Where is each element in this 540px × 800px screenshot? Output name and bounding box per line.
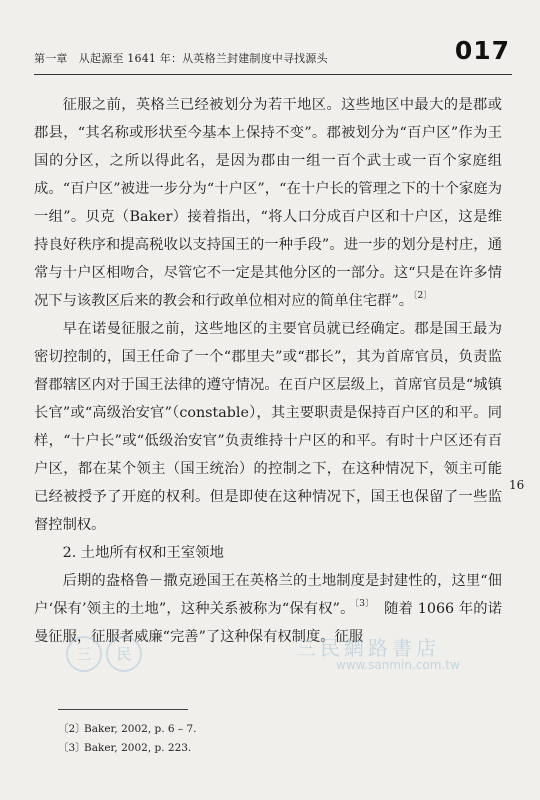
body-text <box>34 91 502 651</box>
section-heading: 2. 土地所有权和王室领地 <box>62 545 224 561</box>
paragraph-2 <box>34 315 502 539</box>
watermark-logo-char-1: 三 <box>66 636 102 672</box>
watermark-url: www.sanmin.com.tw <box>336 658 460 672</box>
paragraph-3 <box>34 567 502 651</box>
paragraph-3-text-before: 后期的盎格鲁－撒克逊国王在英格兰的土地制度是封建性的，这里“佃户‘保有’领主的土地”，这种关系被称为“保有权”。 <box>34 573 502 617</box>
footnote-divider <box>58 709 188 710</box>
footnote-mark: 〔2〕 <box>58 723 86 735</box>
margin-page-number: 16 <box>509 478 525 492</box>
paragraph-3-text-after: 随着 1066 年的诺曼征服，征服者威廉“完善”了这种保有权制度。征服 <box>34 601 502 645</box>
watermark-logo-char-2: 民 <box>106 636 142 672</box>
footnote-ref-3[interactable]: 〔3〕 <box>354 599 370 609</box>
running-title: 第一章 从起源至 1641 年：从英格兰封建制度中寻找源头 <box>34 52 328 65</box>
footnote-item <box>58 739 197 758</box>
running-header <box>34 28 512 75</box>
footnote-text: Baker, 2002, p. 223. <box>84 742 192 754</box>
paragraph-1 <box>34 91 502 315</box>
footnote-text: Baker, 2002, p. 6 – 7. <box>84 723 197 735</box>
page-number: 017 <box>454 36 510 65</box>
watermark-site-name: 三民網路書店 <box>296 636 440 660</box>
paragraph-2-text: 早在诺曼征服之前，这些地区的主要官员就已经确定。郡是国王最为密切控制的，国王任命了一个“郡里夫”或“郡长”，其为首席官员，负责监督郡辖区内对于国王法律的遵守情况。在百户区层级上，首席官员是“城镇长官”或“高级治安官”（constable），其主要职责是保持百户区的和平。同样，“十户长”或“低级治安官”负责维持十户区的和平。有时十户区还有百户区，都在某个领主（国王统治）的控制之下，在这种情况下，领主可能已经被授予了开庭的权利。但是即使在这种情况下，国王也保留了一些监督控制权。 <box>34 321 502 533</box>
footnote-mark: 〔3〕 <box>58 742 86 754</box>
footnote-ref-2[interactable]: 〔2〕 <box>413 291 433 301</box>
footnotes <box>58 720 197 758</box>
paragraph-1-text: 征服之前，英格兰已经被划分为若干地区。这些地区中最大的是郡或郡县，“其名称或形状至今基本上保持不变”。郡被划分为“百户区”作为王国的分区，之所以得此名，是因为郡由一组一百个武士或一百个家庭组成。“百户区”被进一步分为“十户区”，“在十户长的管理之下的十个家庭为一组”。贝克（Baker）接着指出，“将人口分成百户区和十户区，这是维持良好秩序和提高税收以支持国王的一种手段”。进一步的划分是村庄，通常与十户区相吻合，尽管它不一定是其他分区的一部分。这“只是在许多情况下与该教区后来的教会和行政单位相对应的简单住宅群”。 <box>34 97 502 309</box>
footnote-item <box>58 720 197 739</box>
